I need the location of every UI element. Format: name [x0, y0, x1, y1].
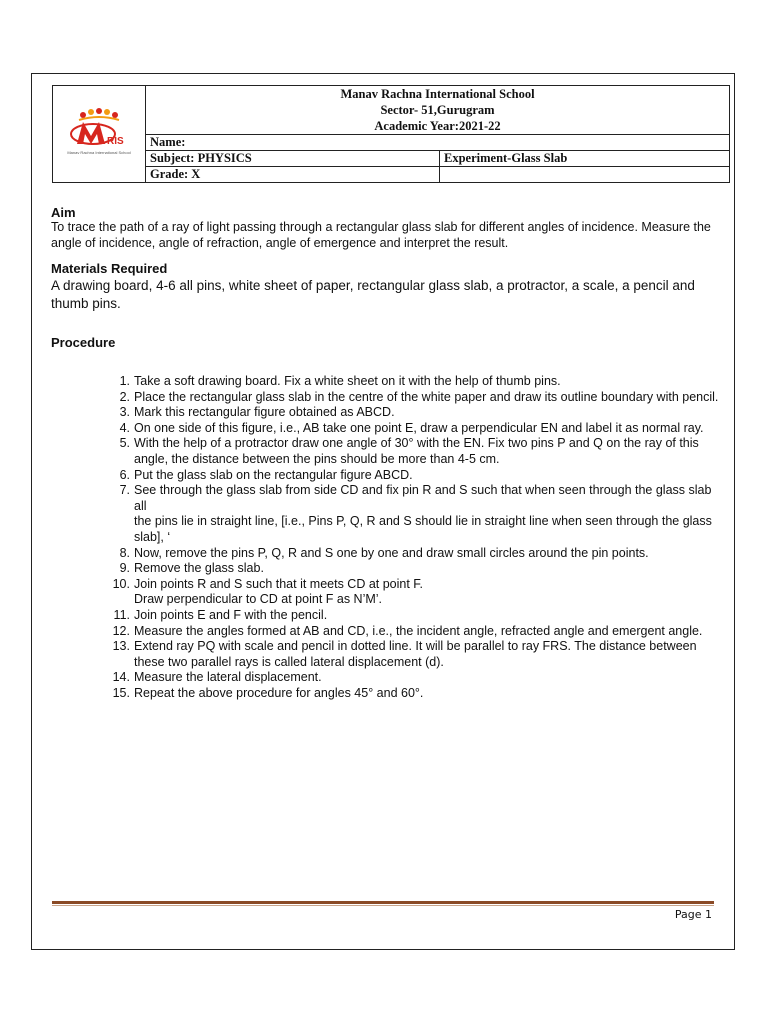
list-item: 2. Place the rectangular glass slab in the centre of the white paper and draw its outline boundary with pencil.	[119, 389, 719, 404]
school-address: Sector- 51,Gurugram	[380, 103, 495, 117]
list-item: 4. On one side of this figure, i.e., AB take one point E, draw a perpendicular EN and label it as normal ray.	[119, 420, 704, 435]
svg-text:RIS: RIS	[107, 136, 124, 147]
empty-field	[440, 167, 730, 183]
school-info	[146, 86, 730, 135]
list-item: 1. Take a soft drawing board. Fix a white sheet on it with the help of thumb pins.	[119, 374, 561, 388]
procedure-steps	[110, 374, 720, 701]
header-table	[52, 85, 730, 183]
list-item: 14. Measure the lateral displacement.	[112, 670, 322, 685]
list-item: 5. With the help of a protractor draw one angle of 30° with the EN. Fix two pins P and Q on the ray of this angle, the distance between the pins should be more than 4-5 cm.	[119, 436, 699, 466]
svg-text:Manav Rachna International Sch: Manav Rachna International School	[67, 150, 131, 155]
materials-heading: Materials Required	[51, 261, 168, 276]
list-item: 6. Put the glass slab on the rectangular figure ABCD.	[119, 467, 413, 482]
academic-year: Academic Year:2021-22	[374, 119, 501, 133]
list-item: 7. See through the glass slab from side CD and fix pin R and S such that when seen through the glass slab all the pins lie in straight line, [i.e., Pins P, Q, R and S should lie in straight line when seen through the glass slab], ‘	[119, 483, 712, 544]
list-item: 12. Measure the angles formed at AB and CD, i.e., the incident angle, refracted angle and emergent angle.	[112, 623, 703, 638]
list-item: 3. Mark this rectangular figure obtained as ABCD.	[119, 405, 395, 420]
list-item: 13. Extend ray PQ with scale and pencil in dotted line. It will be parallel to ray FRS. The distance between these two parallel rays is called lateral displacement (d).	[112, 639, 697, 669]
list-item: 15. Repeat the above procedure for angles 45° and 60°.	[112, 685, 424, 700]
list-item: 8. Now, remove the pins P, Q, R and S one by one and draw small circles around the pin points.	[119, 545, 649, 560]
subject-field: Subject: PHYSICS	[146, 151, 440, 167]
school-name: Manav Rachna International School	[340, 87, 535, 101]
name-field: Name:	[146, 135, 730, 151]
mris-logo-icon	[57, 104, 141, 164]
page-number: Page 1	[674, 908, 712, 921]
school-logo	[57, 104, 141, 164]
grade-field: Grade: X	[146, 167, 440, 183]
list-item: 9. Remove the glass slab.	[119, 561, 264, 576]
experiment-field: Experiment-Glass Slab	[440, 151, 730, 167]
footer-rule	[52, 901, 714, 904]
logo-cell	[53, 86, 146, 183]
procedure-heading: Procedure	[51, 335, 116, 350]
footer-rule-thin	[52, 905, 714, 906]
list-item: 10. Join points R and S such that it meets CD at point F. Draw perpendicular to CD at point F as N’M’.	[112, 576, 424, 607]
list-item: 11. Join points E and F with the pencil.	[113, 607, 328, 622]
aim-text: To trace the path of a ray of light passing through a rectangular glass slab for different angles of incidence. Measure the angle of incidence, angle of refraction, angle of emergence and interpret the result.	[51, 220, 711, 250]
materials-text: A drawing board, 4-6 all pins, white sheet of paper, rectangular glass slab, a protractor, a scale, a pencil and thumb pins.	[51, 278, 695, 311]
aim-heading: Aim	[51, 205, 76, 220]
